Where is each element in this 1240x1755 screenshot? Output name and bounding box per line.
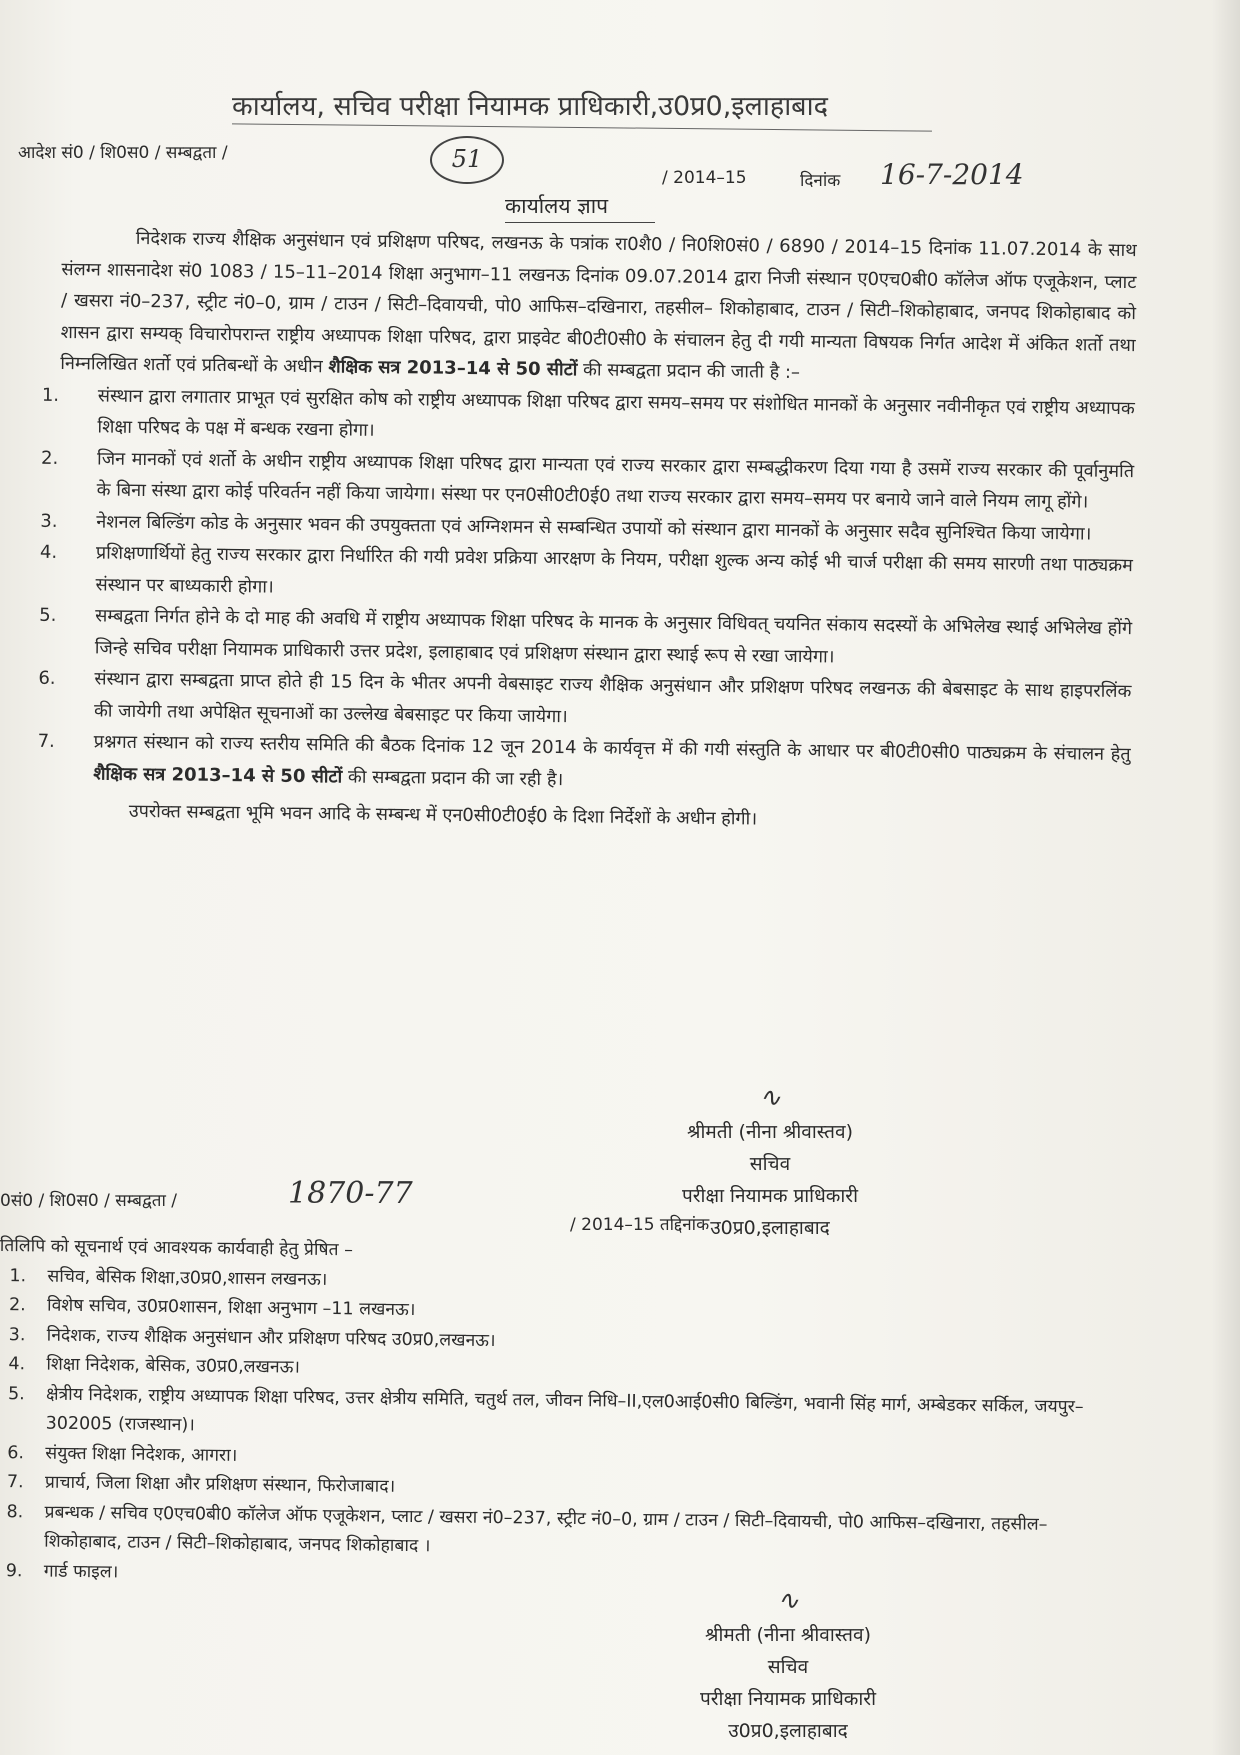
closing-paragraph: उपरोक्त सम्बद्वता भूमि भवन आदि के सम्बन्ध में एन0सी0टी0ई0 के दिशा निर्देशों के अधीन होगी। xyxy=(128,800,758,830)
recipient-text: प्राचार्य, जिला शिक्षा और प्रशिक्षण संस्थान, फिरोजाबाद। xyxy=(44,1472,396,1497)
order-reference: आदेश सं0 / शि0स0 / सम्बद्वता / xyxy=(18,143,228,163)
condition-text: प्रश्नगत संस्थान को राज्य स्तरीय समिति की बैठक दिनांक 12 जून 2014 के कार्यवृत्त में की गयी संस्तुति के आधार पर बी0टी0सी0 पाठ्यक्रम के संचालन हेतु xyxy=(93,731,1131,766)
title-underline xyxy=(232,123,932,131)
signatory-name: श्रीमती (नीना श्रीवास्तव) xyxy=(705,1624,871,1646)
recipient-text: संयुक्त शिक्षा निदेशक, आगरा। xyxy=(45,1443,238,1466)
page-edge-shadow xyxy=(1212,0,1240,1755)
signatory-designation: सचिव xyxy=(749,1153,791,1175)
intro-text: निदेशक राज्य शैक्षिक अनुसंधान एवं प्रशिक्षण परिषद, लखनऊ के पत्रांक रा0शै0 / नि0शि0सं0 / 6890 / 2014–15 दिनांक 11.07.2014 के साथ संलग्न शासनादेश सं0 1083 / 15–11–2014 शिक्षा अनुभाग–11 लखनऊ दिनांक 09.07.2014 द्वारा निजी संस्थान ए0एच0बी0 कॉलेज ऑफ एजूकेशन, प्लाट / खसरा नं0–237, स्ट्रीट नं0–0, ग्राम / टाउन / सिटी–दिवायची, पो0 आफिस–दखिनारा, तहसील– शिकोहाबाद, टाउन / सिटी–शिकोहाबाद, जनपद शिकोहाबाद को शासन द्वारा सम्यक् विचारोपरान्त राष्ट्रीय अध्यापक शिक्षा परिषद, द्वारा प्राइवेट बी0टी0सी0 के संचालन हेतु दी गयी मान्यता विषयक निर्गत आदेश में अंकित शर्तो तथा निम्नलिखित शर्तो एवं प्रतिबन्धों के अधीन xyxy=(60,227,1137,378)
condition-text-end: की सम्बद्वता प्रदान की जा रही है। xyxy=(347,766,564,790)
condition-bold: शैक्षिक सत्र 2013–14 से 50 सीटों xyxy=(93,762,343,787)
condition-number: 4. xyxy=(39,541,58,563)
recipient-text: सचिव, बेसिक शिक्षा,उ0प्र0,शासन लखनऊ। xyxy=(47,1266,328,1290)
recipient-number: 7. xyxy=(6,1472,24,1493)
recipient-number: 5. xyxy=(7,1383,25,1404)
recipient-number: 3. xyxy=(8,1324,26,1345)
signature-scribble: ∿ xyxy=(777,1586,799,1616)
copy-reference-year: / 2014–15 तद्दिनांक xyxy=(570,1215,710,1235)
condition-number: 2. xyxy=(40,447,59,469)
copy-intro: तिलिपि को सूचनार्थ एवं आवश्यक कार्यवाही हेतु प्रेषित – xyxy=(0,1235,354,1261)
recipient-number: 8. xyxy=(6,1501,24,1522)
recipient-list xyxy=(0,1261,1130,1599)
recipient-text: विशेष सचिव, उ0प्र0शासन, शिक्षा अनुभाग –11 लखनऊ। xyxy=(46,1295,416,1321)
recipient-number: 2. xyxy=(8,1295,26,1316)
recipient-text: शिक्षा निदेशक, बेसिक, उ0प्र0,लखनऊ। xyxy=(46,1354,301,1378)
recipient-text: निदेशक, राज्य शैक्षिक अनुसंधान और प्रशिक्षण परिषद उ0प्र0,लखनऊ। xyxy=(46,1325,496,1351)
signature-block-2 xyxy=(658,1585,918,1747)
recipient-text: प्रबन्धक / सचिव ए0एच0बी0 कॉलेज ऑफ एजूकेशन, प्लाट / खसरा नं0–237, स्ट्रीट नं0–0, ग्राम / टाउन / सिटी–दिवायची, पो0 आफिस–दखिनारा, तहसील– शिकोहाबाद, टाउन / सिटी–शिकोहाबाद, जनपद शिकोहाबाद । xyxy=(44,1502,1048,1557)
condition-text: प्रशिक्षणार्थियों हेतु राज्य सरकार द्वारा निर्धारित की गयी प्रवेश प्रक्रिया आरक्षण के नियम, परीक्षा शुल्क अन्य कोई भी चार्ज परीक्षा की समय सारणी तथा पाठ्यक्रम संस्थान पर बाध्यकारी होगा। xyxy=(95,542,1134,598)
intro-text-end: की सम्बद्वता प्रदान की जाती है :– xyxy=(582,359,801,384)
recipient-number: 6. xyxy=(7,1442,25,1463)
signatory-name: श्रीमती (नीना श्रीवास्तव) xyxy=(687,1121,853,1143)
intro-paragraph xyxy=(60,222,1137,393)
copy-distribution xyxy=(0,1232,1130,1600)
date-label: दिनांक xyxy=(800,171,841,191)
handwritten-date: 16-7-2014 xyxy=(880,158,1024,191)
signatory-office: परीक्षा नियामक प्राधिकारी xyxy=(699,1688,876,1710)
condition-text: संस्थान द्वारा सम्बद्वता प्राप्त होते ही 15 दिन के भीतर अपनी वेबसाइट राज्य शैक्षिक अनुसंधान और प्रशिक्षण परिषद लखनऊ की बेबसाइट के साथ हाइपरलिंक की जायेगी तथा अपेक्षित सूचनाओं का उल्लेख बेबसाइट पर किया जायेगा। xyxy=(93,668,1132,727)
recipient-number: 4. xyxy=(8,1354,26,1375)
condition-item xyxy=(37,726,1131,802)
conditions-list xyxy=(37,379,1135,802)
handwritten-copy-number: 1870-77 xyxy=(288,1176,413,1211)
signatory-place: उ0प्र0,इलाहाबाद xyxy=(710,1217,830,1239)
condition-text: सम्बद्वता निर्गत होने के दो माह की अवधि में राष्ट्रीय अध्यापक शिक्षा परिषद के मानक के अनुसार विधिवत् चयनित संकाय सदस्यों के अभिलेख स्थाई अभिलेख होंगे जिन्हे सचिव परीक्षा नियामक प्राधिकारी उत्तर प्रदेश, इलाहाबाद एवं प्रशिक्षण संस्थान द्वारा स्थाई रूप से रखा जायेगा। xyxy=(94,605,1133,667)
condition-number: 3. xyxy=(40,510,58,532)
recipient-text: गार्ड फाइल। xyxy=(43,1561,119,1582)
signatory-place: उ0प्र0,इलाहाबाद xyxy=(728,1720,848,1742)
condition-text: नेशनल बिल्डिंग कोड के अनुसार भवन की उपयुक्तता एवं अग्निशमन से सम्बन्धित उपायों को संस्थान द्वारा मानकों के अनुसार सदैव सुनिश्चित किया जायेगा। xyxy=(96,510,1092,545)
circled-order-number: 51 xyxy=(430,136,504,184)
signature-scribble: ∿ xyxy=(759,1083,781,1113)
memo-body xyxy=(37,222,1137,840)
recipient-number: 1. xyxy=(9,1265,27,1286)
signatory-designation: सचिव xyxy=(767,1656,809,1678)
recipient-number: 9. xyxy=(5,1560,23,1581)
condition-number: 5. xyxy=(39,604,57,626)
condition-text: जिन मानकों एवं शर्तो के अधीन राष्ट्रीय अध्यापक शिक्षा परिषद द्वारा मान्यता एवं राज्य सरकार द्वारा सम्बद्धीकरण दिया गया है उसमें राज्य सरकार की पूर्वानुमति के बिना संस्था द्वारा कोई परिवर्तन नहीं किया जायेगा। संस्था पर एन0सी0टी0ई0 तथा राज्य सरकार द्वारा समय–समय पर बनाये जाने वाले नियम लागू होंगे। xyxy=(96,447,1135,513)
intro-bold: शैक्षिक सत्र 2013–14 से 50 सीटों xyxy=(328,356,578,381)
office-title: कार्यालय, सचिव परीक्षा नियामक प्राधिकारी,उ0प्र0,इलाहाबाद xyxy=(232,91,828,122)
recipient-text: क्षेत्रीय निदेशक, राष्ट्रीय अध्यापक शिक्षा परिषद, उत्तर क्षेत्रीय समिति, चतुर्थ तल, जीवन निधि–II,एल0आई0सी0 बिल्डिंग, भवानी सिंह मार्ग, अम्बेडकर सर्किल, जयपुर–302005 (राजस्थान)। xyxy=(45,1384,1084,1436)
signatory-office: परीक्षा नियामक प्राधिकारी xyxy=(681,1185,858,1207)
condition-text: संस्थान द्वारा लगातार प्राभूत एवं सुरक्षित कोष को राष्ट्रीय अध्यापक शिक्षा परिषद द्वारा समय–समय पर संशोधित मानकों के अनुसार नवीनीकृत एवं राष्ट्रीय अध्यापक शिक्षा परिषद के पक्ष में बन्धक रखना होगा। xyxy=(97,384,1135,441)
memo-title: कार्यालय ज्ञाप xyxy=(505,194,609,218)
condition-number: 1. xyxy=(41,384,60,406)
condition-number: 7. xyxy=(37,730,55,752)
memo-underline xyxy=(505,222,655,223)
copy-reference: 0सं0 / शि0स0 / सम्बद्वता / xyxy=(0,1191,178,1211)
reference-year: / 2014–15 xyxy=(662,168,747,188)
condition-number: 6. xyxy=(38,667,56,689)
